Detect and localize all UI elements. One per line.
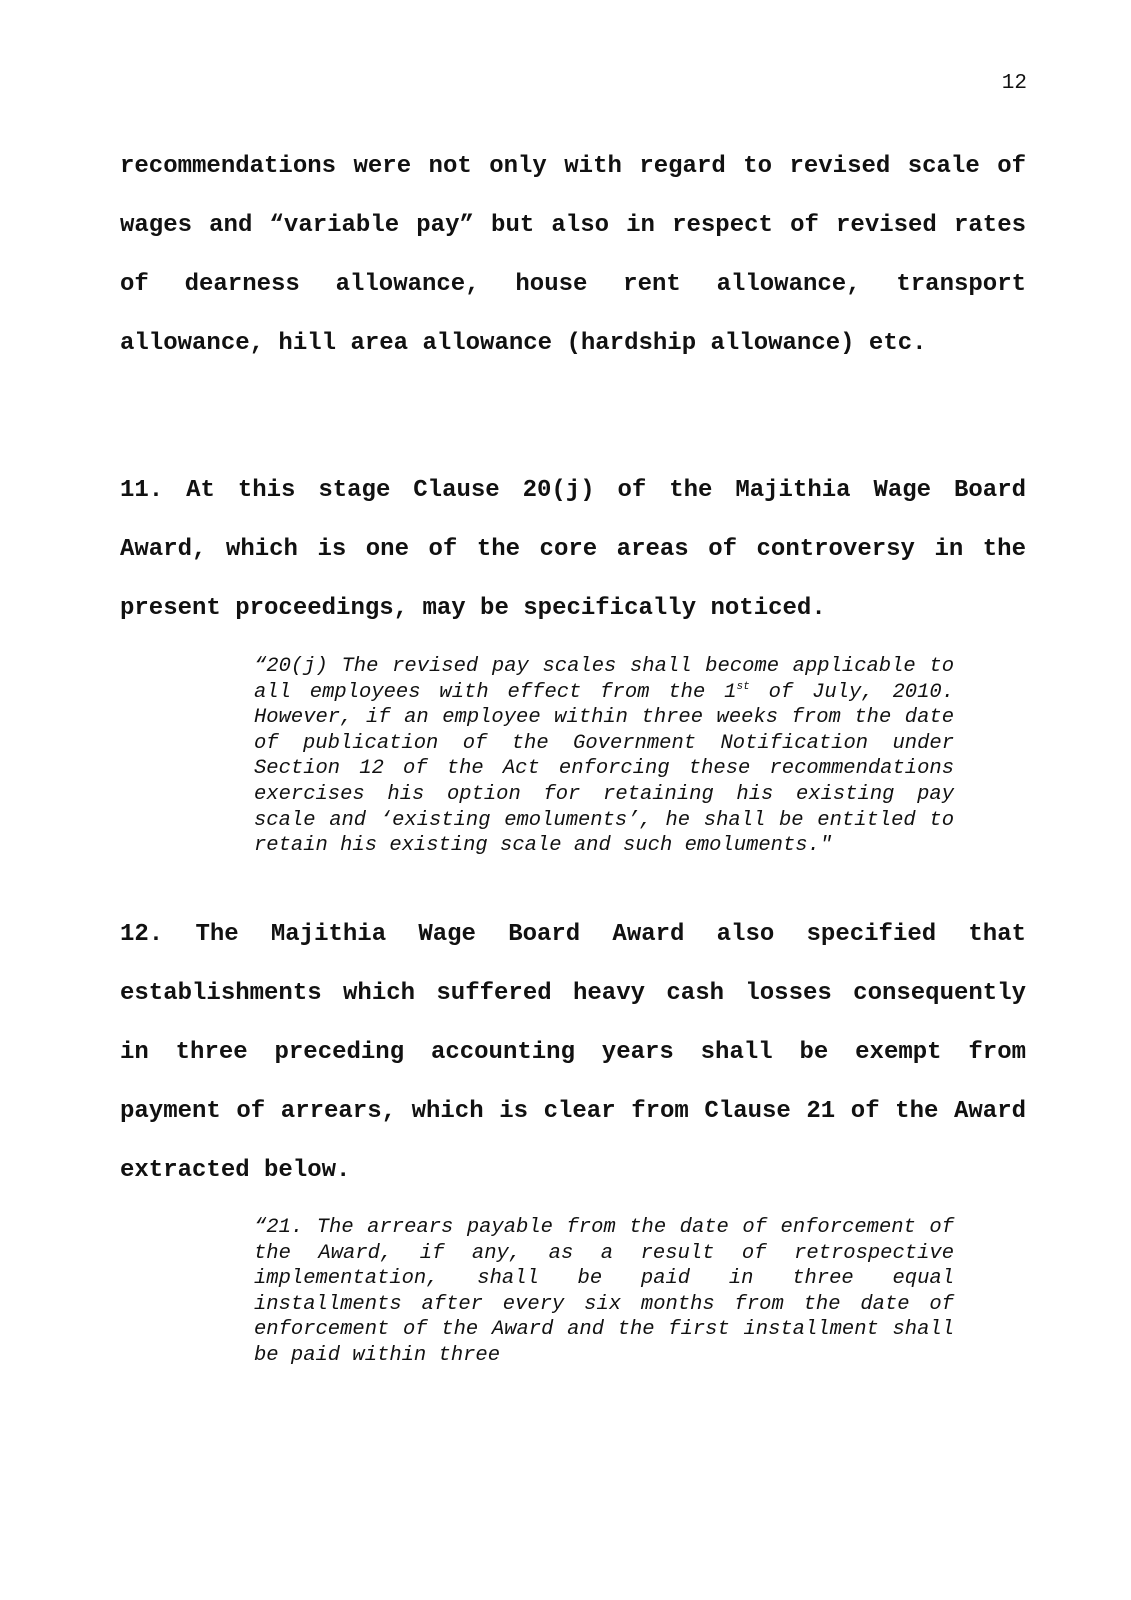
- quote-clause-20j: [254, 654, 954, 859]
- ordinal-superscript: st: [736, 680, 750, 693]
- quote-clause-20j-text-cont: of July, 2010. However, if an employee within three weeks from the date of publication of the Government Notification under Section 12 of the Act enforcing these recommendations exercises his option for retaining his existing pay scale and ‘existing emoluments’, he shall be entitled to retain his existing scale and such emoluments.": [254, 680, 954, 858]
- paragraph-12: 12. The Majithia Wage Board Award also specified that establishments which suffered heavy cash losses consequently in three preceding accounting years shall be exempt from payment of arrears, which is clear from Clause 21 of the Award extracted below.: [120, 921, 1026, 1184]
- quote-clause-20j-text: “20(j) The revised pay scales shall become applicable to all employees with effect from the 1: [254, 655, 954, 704]
- paragraph-11: 11. At this stage Clause 20(j) of the Majithia Wage Board Award, which is one of the core areas of controversy in the present proceedings, may be specifically noticed.: [120, 477, 1026, 622]
- paragraph-continuation: recommendations were not only with regard to revised scale of wages and “variable pay” but also in respect of revised rates of dearness allowance, house rent allowance, transport allowance, hill area allowance (hardship allowance) etc.: [120, 153, 1026, 357]
- quote-clause-21: “21. The arrears payable from the date of enforcement of the Award, if any, as a result of retrospective implementation, shall be paid in three equal installments after every six months from the date of enforcement of the Award and the first installment shall be paid within three: [254, 1216, 954, 1367]
- page-number: 12: [1001, 72, 1027, 95]
